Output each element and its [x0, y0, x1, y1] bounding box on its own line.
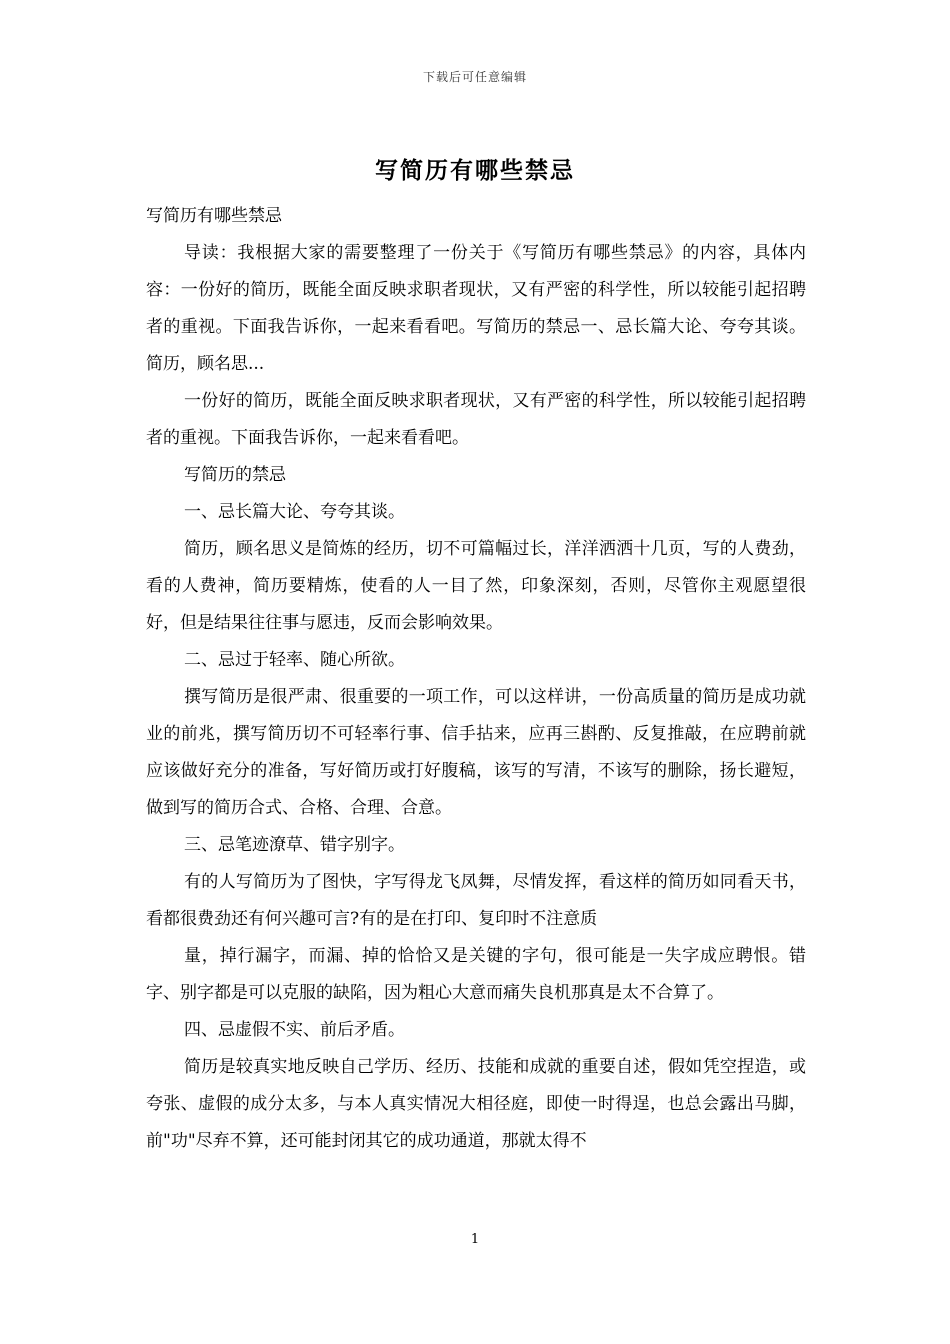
paragraph: 导读：我根据大家的需要整理了一份关于《写简历有哪些禁忌》的内容，具体内容：一份好的简历，既能全面反映求职者现状，又有严密的科学性，所以较能引起招聘者的重视。下面我告诉你，一起来看看吧。写简历的禁忌一、忌长篇大论、夸夸其谈。简历，顾名思... [146, 243, 806, 374]
section-heading: 二、忌过于轻率、随心所欲。 [184, 650, 405, 670]
paragraph: 撰写简历是很严肃、很重要的一项工作，可以这样讲，一份高质量的简历是成功就业的前兆，撰写简历切不可轻率行事、信手拈来，应再三斟酌、反复推敲，在应聘前就应该做好充分的准备，写好简历或打好腹稿，该写的写清，不该写的删除，扬长避短，做到写的简历合式、合格、合理、合意。 [146, 687, 806, 818]
section-heading: 四、忌虚假不实、前后矛盾。 [184, 1020, 405, 1040]
paragraph: 有的人写简历为了图快，字写得龙飞凤舞，尽情发挥，看这样的简历如同看天书，看都很费劲还有何兴趣可言?有的是在打印、复印时不注意质 [146, 872, 806, 929]
section-heading: 三、忌笔迹潦草、错字别字。 [184, 835, 405, 855]
paragraph: 简历，顾名思义是简炼的经历，切不可篇幅过长，洋洋洒洒十几页，写的人费劲，看的人费神，简历要精炼，使看的人一目了然，印象深刻，否则，尽管你主观愿望很好，但是结果往往事与愿违，反而会影响效果。 [146, 539, 806, 633]
paragraph: 简历是较真实地反映自己学历、经历、技能和成就的重要自述，假如凭空捏造，或夸张、虚假的成分太多，与本人真实情况大相径庭，即使一时得逞，也总会露出马脚，前"功"尽弃不算，还可能封闭其它的成功通道，那就太得不 [146, 1057, 806, 1151]
paragraph: 写简历有哪些禁忌 [146, 206, 282, 226]
document-body [146, 198, 806, 1160]
page-header: 下载后可任意编辑 [422, 70, 527, 84]
section-heading: 写简历的禁忌 [184, 465, 286, 485]
page-number: 1 [470, 1232, 480, 1247]
paragraph: 量，掉行漏字，而漏、掉的恰恰又是关键的字句，很可能是一失字成应聘恨。错字、别字都是可以克服的缺陷，因为粗心大意而痛失良机那真是太不合算了。 [146, 946, 806, 1003]
section-heading: 一、忌长篇大论、夸夸其谈。 [184, 502, 405, 522]
paragraph: 一份好的简历，既能全面反映求职者现状，又有严密的科学性，所以较能引起招聘者的重视。下面我告诉你，一起来看看吧。 [146, 391, 806, 448]
document-title: 写简历有哪些禁忌 [375, 157, 575, 184]
